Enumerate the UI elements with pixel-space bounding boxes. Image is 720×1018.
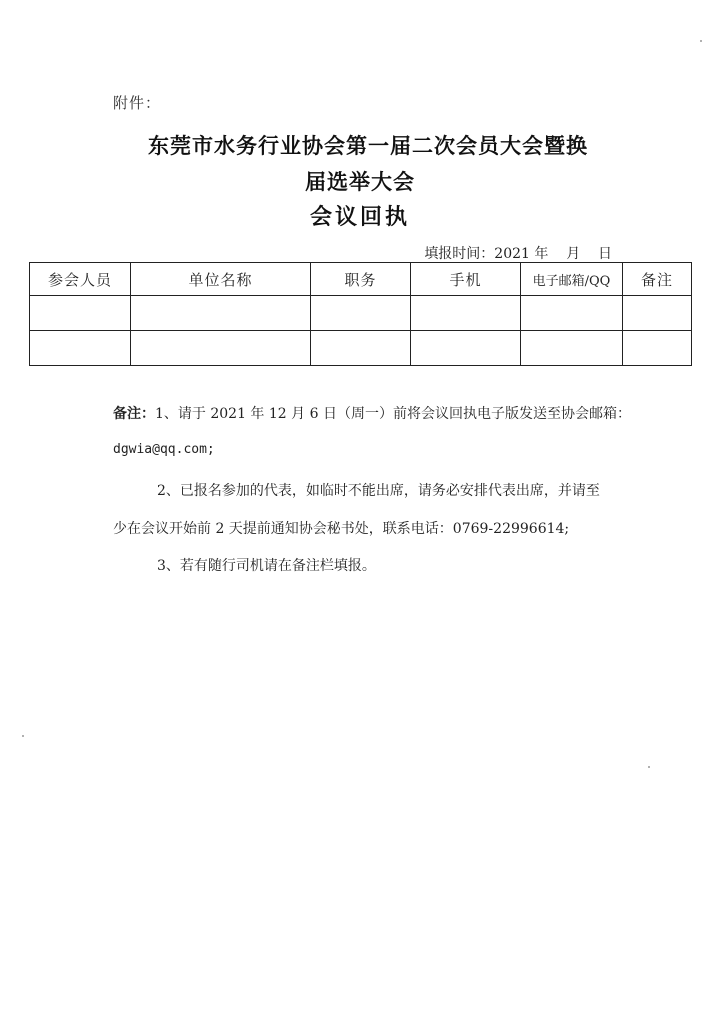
- table-cell[interactable]: [311, 331, 411, 366]
- table-cell[interactable]: [30, 331, 131, 366]
- table-cell[interactable]: [131, 296, 311, 331]
- note-item-2-continued: 少在会议开始前 2 天提前通知协会秘书处，联系电话：0769-22996614;: [113, 521, 570, 537]
- attachment-label: 附件：: [113, 94, 162, 112]
- header-position: 职务: [311, 263, 411, 296]
- table-cell[interactable]: [311, 296, 411, 331]
- scan-speck: [648, 766, 650, 768]
- document-title-line-2: 届选举大会: [305, 169, 415, 194]
- table-cell[interactable]: [411, 331, 521, 366]
- table-cell[interactable]: [131, 331, 311, 366]
- fill-time: 填报时间：2021 年 月 日: [424, 246, 612, 262]
- document-subtitle: 会议回执: [309, 204, 410, 230]
- table-row: [30, 331, 692, 366]
- note-item-2: 2、已报名参加的代表，如临时不能出席，请务必安排代表出席，并请至: [157, 483, 600, 499]
- note-email[interactable]: dgwia@qq.com;: [113, 442, 215, 457]
- header-email-qq: 电子邮箱/QQ: [521, 263, 623, 296]
- note-item-1-text: 1、请于 2021 年 12 月 6 日（周一）前将会议回执电子版发送至协会邮箱：: [155, 406, 631, 422]
- document-title-line-1: 东莞市水务行业协会第一届二次会员大会暨换: [148, 133, 588, 158]
- table-cell[interactable]: [623, 331, 692, 366]
- header-attendee: 参会人员: [30, 263, 131, 296]
- table-cell[interactable]: [623, 296, 692, 331]
- reply-table: [29, 262, 692, 366]
- table-cell[interactable]: [30, 296, 131, 331]
- scan-speck: [700, 40, 702, 42]
- header-organization: 单位名称: [131, 263, 311, 296]
- notes-label: 备注：: [113, 406, 155, 422]
- header-mobile: 手机: [411, 263, 521, 296]
- table-cell[interactable]: [521, 331, 623, 366]
- table-header-row: [30, 263, 692, 296]
- header-remarks: 备注: [623, 263, 692, 296]
- table-cell[interactable]: [411, 296, 521, 331]
- table-row: [30, 296, 692, 331]
- scan-speck: [22, 735, 24, 737]
- note-item-1: [113, 403, 631, 423]
- note-item-3: 3、若有随行司机请在备注栏填报。: [157, 558, 376, 574]
- table-cell[interactable]: [521, 296, 623, 331]
